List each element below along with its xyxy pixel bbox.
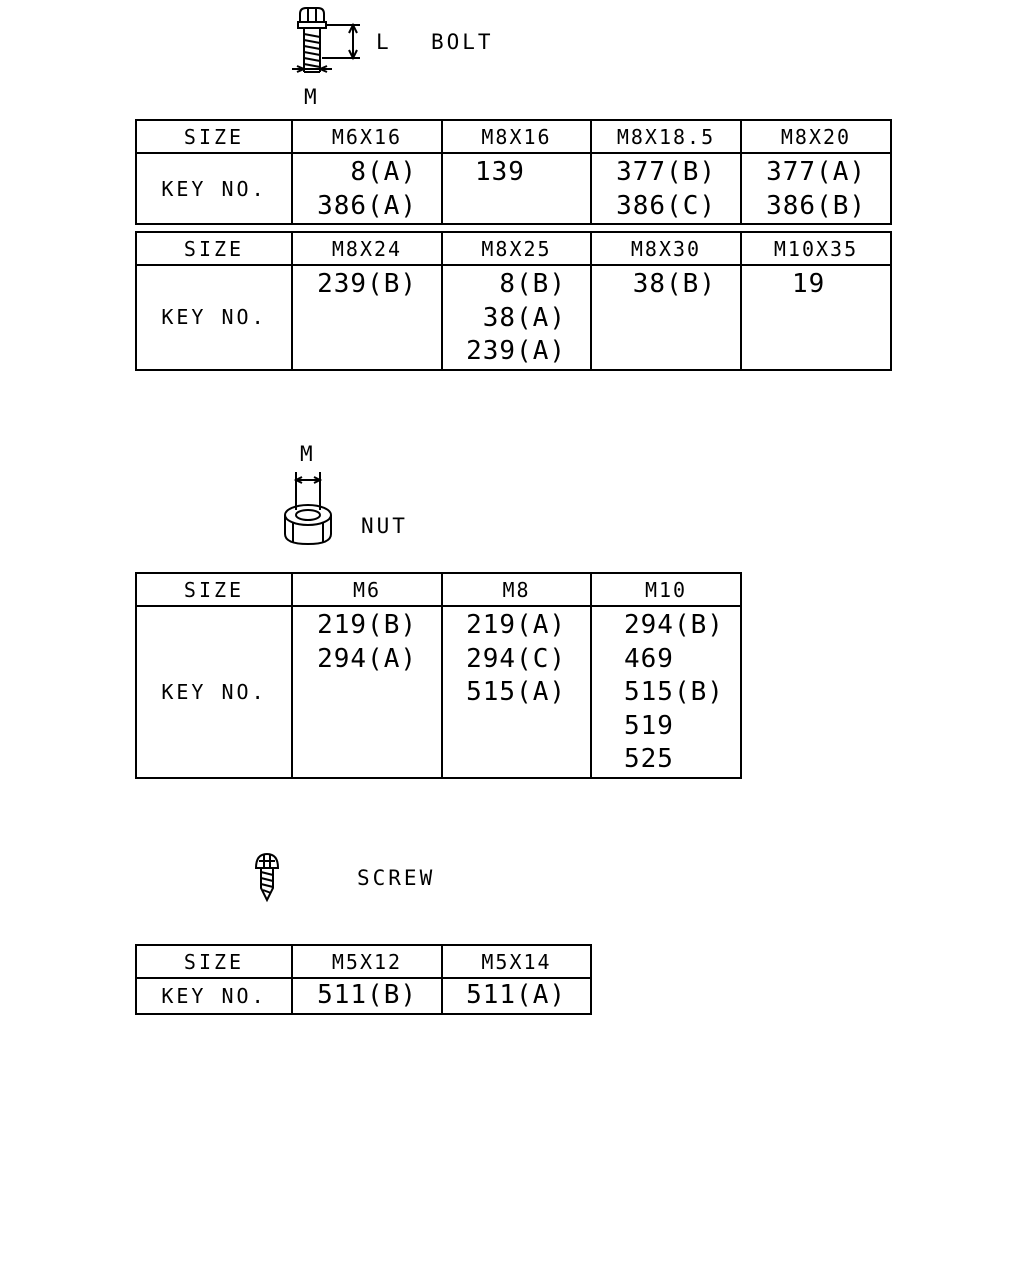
size-cell: M6X16 — [292, 120, 442, 153]
key-cell — [292, 978, 442, 1014]
nut-icon — [276, 468, 346, 550]
key-no-label: KEY NO. — [136, 978, 292, 1014]
size-row — [136, 120, 891, 153]
nut-diameter-label: M — [300, 442, 316, 466]
key-cell — [741, 265, 891, 370]
key-number: 469 — [624, 643, 674, 674]
key-cell — [292, 606, 442, 778]
size-cell: M8X30 — [591, 232, 741, 265]
key-cell — [741, 153, 891, 224]
size-row — [136, 232, 891, 265]
screw-icon — [250, 850, 286, 904]
size-cell: M8X24 — [292, 232, 442, 265]
size-cell: M5X12 — [292, 945, 442, 978]
size-cell: M8 — [442, 573, 591, 606]
key-row — [136, 153, 891, 224]
key-number: 377(B) — [616, 157, 716, 187]
size-cell: M8X25 — [442, 232, 591, 265]
size-row — [136, 573, 741, 606]
bolt-diameter-label: M — [304, 85, 320, 109]
key-number: 294(B) — [624, 610, 724, 640]
key-cell — [442, 606, 591, 778]
key-number: 8(A) — [350, 157, 417, 187]
key-no-label: KEY NO. — [136, 265, 292, 370]
size-cell: M8X18.5 — [591, 120, 741, 153]
bolt-table-2 — [135, 231, 892, 371]
key-cell — [591, 265, 741, 370]
key-cell — [292, 153, 442, 224]
key-number: 239(A) — [466, 336, 566, 366]
bolt-title: BOLT — [431, 30, 494, 54]
key-cell — [591, 153, 741, 224]
size-cell: M8X16 — [442, 120, 591, 153]
key-number: 38(A) — [482, 302, 566, 333]
key-row — [136, 606, 741, 778]
key-number: 515(A) — [466, 677, 566, 707]
size-cell: M5X14 — [442, 945, 591, 978]
key-cell — [442, 153, 591, 224]
key-number: 525 — [624, 744, 674, 774]
size-cell: M6 — [292, 573, 442, 606]
size-label: SIZE — [136, 573, 292, 606]
size-label: SIZE — [136, 945, 292, 978]
bolt-icon — [280, 0, 380, 90]
key-cell — [442, 265, 591, 370]
key-number: 19 — [792, 269, 826, 299]
key-number: 294(C) — [466, 643, 566, 674]
key-row — [136, 978, 591, 1014]
nut-title: NUT — [361, 514, 408, 538]
key-number: 219(B) — [317, 610, 417, 640]
key-cell — [292, 265, 442, 370]
size-cell: M10 — [591, 573, 741, 606]
key-cell — [591, 606, 741, 778]
key-number: 377(A) — [766, 157, 866, 187]
key-number: 294(A) — [317, 643, 417, 674]
key-number: 511(A) — [466, 980, 566, 1010]
key-number: 239(B) — [317, 269, 417, 299]
nut-table — [135, 572, 742, 779]
key-number: 8(B) — [499, 269, 566, 299]
key-number: 519 — [624, 710, 674, 741]
size-label: SIZE — [136, 232, 292, 265]
key-number: 515(B) — [624, 677, 724, 707]
size-cell: M10X35 — [741, 232, 891, 265]
key-number: 386(C) — [616, 190, 716, 221]
size-cell: M8X20 — [741, 120, 891, 153]
key-cell — [442, 978, 591, 1014]
size-label: SIZE — [136, 120, 292, 153]
key-number: 511(B) — [317, 980, 417, 1010]
key-number: 38(B) — [632, 269, 716, 299]
screw-table — [135, 944, 592, 1015]
key-number: 386(A) — [317, 190, 417, 221]
key-row — [136, 265, 891, 370]
key-number: 219(A) — [466, 610, 566, 640]
key-no-label: KEY NO. — [136, 606, 292, 778]
key-number: 386(B) — [766, 190, 866, 221]
key-no-label: KEY NO. — [136, 153, 292, 224]
size-row — [136, 945, 591, 978]
key-number: 139 — [475, 157, 525, 187]
bolt-length-label: L — [376, 30, 392, 54]
screw-title: SCREW — [357, 866, 436, 890]
bolt-table-1 — [135, 119, 892, 225]
